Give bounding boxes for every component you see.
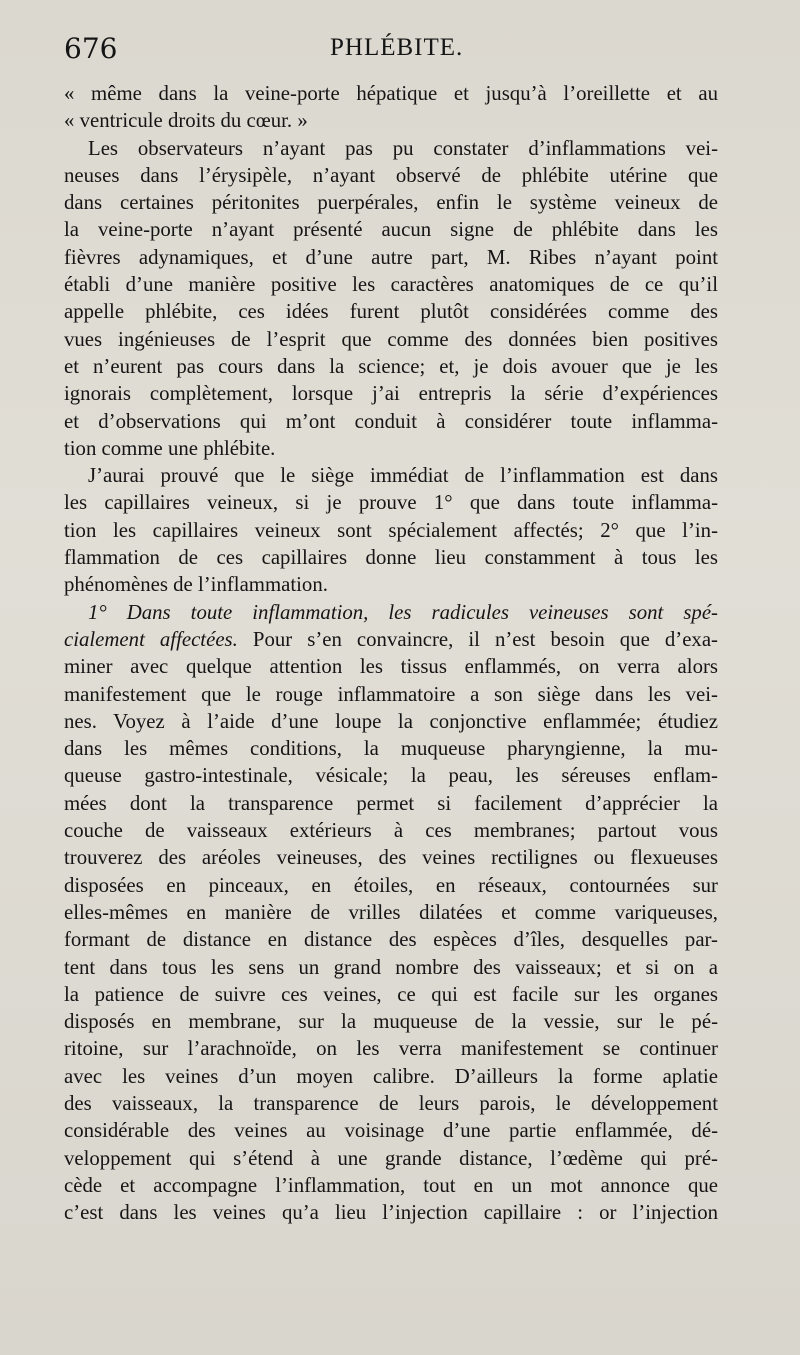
text-line: établi d’une manière positive les caractères anatomiques de ce qu’il	[64, 273, 718, 297]
text-line: disposés en membrane, sur la muqueuse de la vessie, sur le pé-	[64, 1010, 718, 1034]
text-line: la patience de suivre ces veines, ce qui est facile sur les organes	[64, 982, 718, 1006]
body-text	[64, 80, 718, 1226]
text-line: veloppement qui s’étend à une grande distance, l’œdème qui pré-	[64, 1146, 718, 1170]
line-text: Pour s’en convaincre, il n’est besoin que d’exa-	[237, 627, 718, 651]
text-line: flammation de ces capillaires donne lieu constamment à tous les	[64, 546, 718, 570]
text-line: et n’eurent pas cours dans la science; et, je dois avouer que je les	[64, 354, 718, 378]
text-line: la veine-porte n’ayant présenté aucun signe de phlébite dans les	[64, 218, 718, 242]
text-line: et d’observations qui m’ont conduit à considérer toute inflamma-	[64, 409, 718, 433]
text-line: J’aurai prouvé que le siège immédiat de l’inflammation est dans	[88, 464, 718, 488]
text-line: « même dans la veine-porte hépatique et jusqu’à l’oreillette et au	[64, 82, 718, 105]
text-line: Les observateurs n’ayant pas pu constater d’inflammations vei-	[88, 136, 718, 160]
text-line: miner avec quelque attention les tissus enflammés, on verra alors	[64, 655, 718, 679]
text-line	[64, 599, 718, 626]
text-line: considérable des veines au voisinage d’une partie enflammée, dé-	[64, 1119, 718, 1143]
page-number: 676	[64, 32, 118, 65]
text-line: mées dont la transparence permet si facilement d’apprécier la	[64, 791, 718, 815]
text-line	[64, 626, 718, 653]
text-line: disposées en pinceaux, en étoiles, en réseaux, contournées sur	[64, 873, 718, 897]
text-line: nes. Voyez à l’aide d’une loupe la conjonctive enflammée; étudiez	[64, 709, 718, 733]
text-line: vues ingénieuses de l’esprit que comme des données bien positives	[64, 327, 718, 351]
text-line: formant de distance en distance des espèces d’îles, desquelles par-	[64, 928, 718, 952]
text-line: tion comme une phlébite.	[64, 436, 276, 460]
italic-heading: 1° Dans toute inflammation, les radicules veineuses sont spé-	[88, 600, 718, 624]
text-line: couche de vaisseaux extérieurs à ces membranes; partout vous	[64, 819, 718, 843]
page-header	[64, 32, 714, 68]
text-line: c’est dans les veines qu’a lieu l’injection capillaire : or l’injection	[64, 1201, 718, 1225]
running-head: PHLÉBITE.	[330, 34, 464, 61]
text-line: elles-mêmes en manière de vrilles dilatées et comme variqueuses,	[64, 900, 718, 924]
text-line: dans les mêmes conditions, la muqueuse pharyngienne, la mu-	[64, 737, 718, 761]
text-line: cède et accompagne l’inflammation, tout en un mot annonce que	[64, 1173, 718, 1197]
text-line: tent dans tous les sens un grand nombre des vaisseaux; et si on a	[64, 955, 718, 979]
text-line: dans certaines péritonites puerpérales, enfin le système veineux de	[64, 191, 718, 215]
text-line: avec les veines d’un moyen calibre. D’ailleurs la forme aplatie	[64, 1064, 718, 1088]
text-line: les capillaires veineux, si je prouve 1° que dans toute inflamma-	[64, 491, 718, 515]
text-line: phénomènes de l’inflammation.	[64, 573, 328, 597]
text-line: manifestement que le rouge inflammatoire a son siège dans les vei-	[64, 682, 718, 706]
text-line: « ventricule droits du cœur. »	[64, 109, 308, 133]
text-line: ignorais complètement, lorsque j’ai entrepris la série d’expériences	[64, 382, 718, 406]
text-line: fièvres adynamiques, et d’une autre part, M. Ribes n’ayant point	[64, 245, 718, 269]
text-line: tion les capillaires veineux sont spécialement affectés; 2° que l’in-	[64, 518, 718, 542]
italic-lead: cialement affectées.	[64, 627, 238, 651]
text-line: trouverez des aréoles veineuses, des veines rectilignes ou flexueuses	[64, 846, 718, 870]
text-line: appelle phlébite, ces idées furent plutôt considérées comme des	[64, 300, 718, 324]
text-line: ritoine, sur l’arachnoïde, on les verra manifestement se continuer	[64, 1037, 718, 1061]
text-line: des vaisseaux, la transparence de leurs parois, le développement	[64, 1091, 718, 1115]
text-line: neuses dans l’érysipèle, n’ayant observé de phlébite utérine que	[64, 163, 718, 187]
text-line: queuse gastro-intestinale, vésicale; la peau, les séreuses enflam-	[64, 764, 718, 788]
